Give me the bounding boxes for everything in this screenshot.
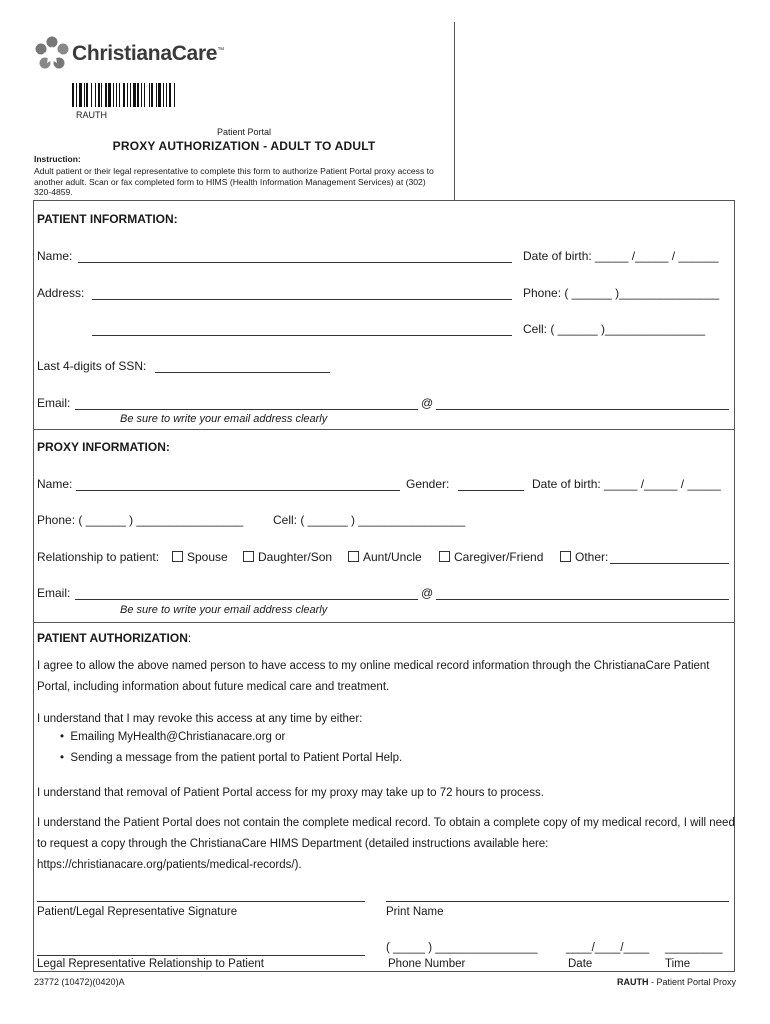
proxy-email-user-field[interactable] [75, 599, 418, 600]
barcode-bar [105, 83, 107, 107]
relationship-option-caregiver-friend[interactable]: Caregiver/Friend [439, 550, 543, 564]
barcode-bar [141, 83, 142, 107]
patient-email-hint: Be sure to write your email address clearly [120, 413, 328, 425]
time-field[interactable]: _________ [665, 942, 723, 954]
checkbox[interactable] [243, 551, 254, 562]
barcode-bar [156, 83, 157, 107]
authorization-heading: PATIENT AUTHORIZATION: [37, 631, 192, 645]
barcode-bar [127, 83, 128, 107]
relationship-option-spouse[interactable]: Spouse [172, 550, 228, 564]
patient-email-domain-field[interactable] [436, 409, 729, 410]
form-title: PROXY AUTHORIZATION - ADULT TO ADULT [112, 139, 376, 153]
barcode-bar [98, 83, 100, 107]
signature-field[interactable] [37, 901, 365, 902]
form-subtitle: Patient Portal [216, 127, 272, 137]
checkbox[interactable] [439, 551, 450, 562]
barcode-bar [76, 83, 77, 107]
section-divider [33, 622, 735, 623]
patient-name-label: Name: [37, 249, 73, 263]
barcode-bar [133, 83, 136, 107]
barcode-bar [163, 83, 164, 107]
instruction-heading: Instruction: [34, 154, 81, 164]
authorization-paragraph-1: I agree to allow the above named person to have access to my online medical record information through the ChristianaCare Patient Portal, including information about future medical care and treatment. [37, 660, 710, 693]
barcode-bar [101, 83, 102, 107]
authorization-paragraph-2: I understand that I may revoke this access at any time by either: [37, 713, 363, 725]
print-name-label: Print Name [386, 906, 444, 918]
time-label: Time [665, 958, 691, 970]
barcode-bar [119, 83, 120, 107]
patient-cell-field[interactable]: Cell: ( ______ )_______________ [523, 322, 706, 336]
checkbox[interactable] [172, 551, 183, 562]
phone-number-field[interactable]: ( _____ ) ________________ [386, 942, 538, 954]
patient-ssn-label: Last 4-digits of SSN: [37, 359, 147, 373]
signature-label: Patient/Legal Representative Signature [37, 906, 238, 918]
proxy-phone-field[interactable]: Phone: ( ______ ) ________________ [37, 513, 244, 527]
relationship-label: Relationship to patient: [37, 550, 160, 564]
patient-address-label: Address: [37, 286, 85, 300]
barcode-bar [144, 83, 145, 107]
header-divider [454, 22, 455, 200]
barcode-bar [158, 83, 161, 107]
authorization-paragraph-4: I understand the Patient Portal does not contain the complete medical record. To obtain a complete copy of my medical record, I will need to request a copy through the ChristianaCare HIMS Department (detailed instructions available here: https://christianacare.org/patients/medical-records/). [37, 817, 735, 871]
proxy-name-field[interactable] [76, 490, 400, 491]
relationship-option-daughter-son[interactable]: Daughter/Son [243, 550, 332, 564]
patient-email-label: Email: [37, 396, 71, 410]
barcode-bar [113, 83, 114, 107]
proxy-email-at: @ [421, 586, 434, 600]
date-label: Date [568, 958, 593, 970]
christianacare-logo [34, 36, 224, 76]
barcode-bar [84, 83, 85, 107]
checkbox[interactable] [348, 551, 359, 562]
barcode-bar [151, 83, 153, 107]
bullet-item: • Emailing MyHealth@Christianacare.org or [60, 731, 286, 743]
barcode-label: RAUTH [76, 110, 107, 120]
relationship-option-other[interactable]: Other: [560, 550, 608, 564]
proxy-info-heading: PROXY INFORMATION: [37, 440, 170, 454]
barcode-bar [116, 83, 117, 107]
patient-address-field[interactable] [92, 299, 512, 300]
checkbox[interactable] [560, 551, 571, 562]
patient-name-field[interactable] [78, 262, 512, 263]
barcode-bar [137, 83, 139, 107]
logo-text: ChristianaCare [72, 42, 218, 65]
print-name-field[interactable] [386, 901, 729, 902]
relationship-to-patient-field[interactable] [37, 955, 365, 956]
barcode-bar [79, 83, 82, 107]
footer-form-code: RAUTH - Patient Portal Proxy [616, 977, 736, 987]
relationship-other-field[interactable] [610, 563, 729, 564]
barcode-bar [91, 83, 92, 107]
authorization-paragraph-3: I understand that removal of Patient Portal access for my proxy may take up to 72 hours to process. [37, 787, 544, 799]
proxy-cell-field[interactable]: Cell: ( ______ ) ________________ [273, 513, 466, 527]
section-divider [33, 429, 735, 430]
proxy-email-domain-field[interactable] [436, 599, 729, 600]
patient-email-user-field[interactable] [75, 409, 418, 410]
date-field[interactable]: ____/____/____ [566, 942, 650, 954]
trademark-symbol: ™ [217, 47, 224, 54]
barcode-bar [130, 83, 131, 107]
proxy-dob-field[interactable]: Date of birth: _____ /_____ / _____ [532, 477, 721, 491]
barcode-bar [174, 83, 175, 107]
proxy-gender-field[interactable] [458, 490, 524, 491]
proxy-name-label: Name: [37, 477, 73, 491]
barcode-bar [169, 83, 171, 107]
relationship-option-aunt-uncle[interactable]: Aunt/Uncle [348, 550, 422, 564]
bullet-item: • Sending a message from the patient portal to Patient Portal Help. [60, 752, 403, 764]
patient-dob-field[interactable]: Date of birth: _____ /_____ / ______ [523, 249, 719, 263]
barcode-image [72, 83, 214, 107]
barcode-bar [166, 83, 167, 107]
patient-address-line2-field[interactable] [92, 335, 512, 336]
barcode-bar [149, 83, 150, 107]
patient-info-heading: PATIENT INFORMATION: [37, 212, 178, 226]
form-number: 23772 (10472)(0420)A [34, 977, 125, 987]
barcode-bar [95, 83, 96, 107]
proxy-email-label: Email: [37, 586, 71, 600]
barcode-bar [123, 83, 125, 107]
logo-star-icon [34, 36, 70, 72]
proxy-email-hint: Be sure to write your email address clearly [120, 604, 328, 616]
barcode-bar [72, 83, 74, 107]
patient-phone-field[interactable]: Phone: ( ______ )_______________ [523, 286, 720, 300]
patient-email-at: @ [421, 396, 434, 410]
proxy-gender-label: Gender: [406, 477, 450, 491]
instruction-text: Adult patient or their legal representative to complete this form to authorize Patient Portal proxy access to another adult. Scan or fax completed form to HIMS (Health Information Management Services) at (302) 320-4859. [34, 166, 434, 197]
relationship-to-patient-label: Legal Representative Relationship to Patient [37, 958, 264, 970]
phone-number-label: Phone Number [388, 958, 466, 970]
patient-ssn-field[interactable] [155, 372, 330, 373]
barcode-bar [108, 83, 111, 107]
barcode-bar [86, 83, 88, 107]
